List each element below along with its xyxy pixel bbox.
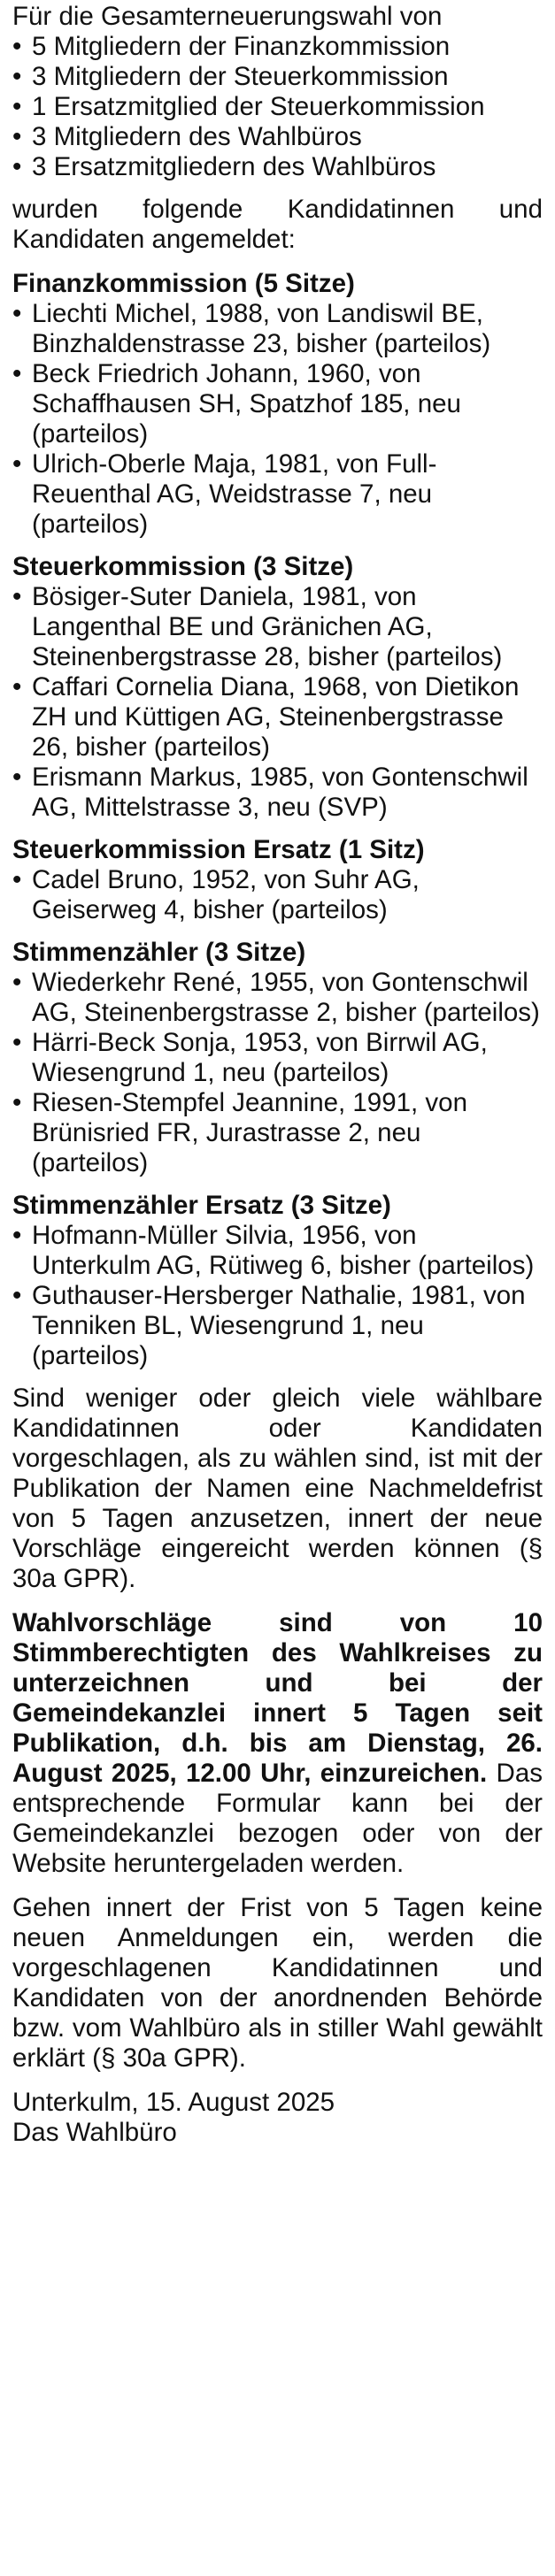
section-steuerkommission-ersatz [12, 835, 543, 925]
signature: Das Wahlbüro [12, 2118, 177, 2147]
candidate-item: • Beck Friedrich Johann, 1960, von Schaffhausen SH, Spatzhof 185, neu (parteilos) [12, 359, 543, 449]
position-item: • 3 Ersatzmitgliedern des Wahlbüros [12, 152, 543, 182]
section-title: Steuerkommission Ersatz (1 Sitz) [12, 835, 425, 864]
announced-text: wurden folgende Kandidatinnen und Kandidaten angemeldet: [12, 195, 543, 254]
section-steuerkommission [12, 552, 543, 823]
place-date: Unterkulm, 15. August 2025 [12, 2088, 335, 2117]
section-stimmenzaehler-ersatz [12, 1191, 543, 1371]
section-title: Stimmenzähler (3 Sitze) [12, 938, 306, 967]
candidate-item: • Riesen-Stempfel Jeannine, 1991, von Brünisried FR, Jurastrasse 2, neu (parteilos) [12, 1088, 543, 1178]
nachmeldefrist-paragraph: Sind weniger oder gleich viele wählbare Kandidatinnen oder Kandidaten vorgeschlagen, als zu wählen sind, ist mit der Publikation der Namen eine Nachmeldefrist von 5 Tagen anzusetzen, innert der neue Vorschläge eingereicht werden können (§ 30a GPR). [12, 1384, 543, 1593]
candidate-item: • Härri-Beck Sonja, 1953, von Birrwil AG, Wiesengrund 1, neu (parteilos) [12, 1028, 543, 1088]
candidate-item: • Liechti Michel, 1988, von Landiswil BE, Binzhaldenstrasse 23, bisher (parteilos) [12, 299, 543, 359]
position-item: • 5 Mitgliedern der Finanzkommission [12, 32, 543, 62]
candidate-item: • Ulrich-Oberle Maja, 1981, von Full-Reuenthal AG, Weidstrasse 7, neu (parteilos) [12, 449, 543, 540]
wahlvorschlaege-bold-text: Wahlvorschläge sind von 10 Stimmberechtigten des Wahlkreises zu unterzeichnen und bei der Gemeindekanzlei innert 5 Tagen seit Publikation, d.h. bis am Dienstag, 26. August 2025, 12.00 Uhr, einzureichen. [12, 1608, 543, 1788]
candidate-list [12, 865, 543, 925]
candidate-item: • Cadel Bruno, 1952, von Suhr AG, Geiserweg 4, bisher (parteilos) [12, 865, 543, 925]
wahlvorschlaege-rest-text: Das entsprechende Formular kann bei der Gemeindekanzlei bezogen oder von der Website heruntergeladen werden. [12, 1759, 543, 1878]
candidate-list [12, 968, 543, 1178]
candidate-item: • Bösiger-Suter Daniela, 1981, von Langenthal BE und Gränichen AG, Steinenbergstrasse 28, bisher (parteilos) [12, 582, 543, 672]
candidate-list [12, 299, 543, 540]
candidate-list [12, 582, 543, 823]
intro-text: Für die Gesamterneuerungswahl von [12, 2, 443, 31]
candidate-item: • Caffari Cornelia Diana, 1968, von Dietikon ZH und Küttigen AG, Steinenbergstrasse 26, bisher (parteilos) [12, 672, 543, 763]
position-item: • 3 Mitgliedern der Steuerkommission [12, 62, 543, 92]
candidate-list [12, 1221, 543, 1371]
candidate-item: • Hofmann-Müller Silvia, 1956, von Unterkulm AG, Rütiweg 6, bisher (parteilos) [12, 1221, 543, 1281]
candidate-item: • Guthauser-Hersberger Nathalie, 1981, von Tenniken BL, Wiesengrund 1, neu (parteilos) [12, 1281, 543, 1371]
position-item: • 3 Mitgliedern des Wahlbüros [12, 122, 543, 152]
wahlvorschlaege-paragraph [12, 1608, 543, 1879]
section-finanzkommission [12, 269, 543, 540]
positions-list [12, 32, 543, 182]
section-stimmenzaehler [12, 938, 543, 1178]
candidate-item: • Wiederkehr René, 1955, von Gontenschwil AG, Steinenbergstrasse 2, bisher (parteilos) [12, 968, 543, 1028]
stille-wahl-paragraph: Gehen innert der Frist von 5 Tagen keine neuen Anmeldungen ein, werden die vorgeschlagenen Kandidatinnen und Kandidaten von der anordnenden Behörde bzw. vom Wahlbüro als in stiller Wahl gewählt erklärt (§ 30a GPR). [12, 1893, 543, 2073]
section-title: Steuerkommission (3 Sitze) [12, 552, 354, 581]
position-item: • 1 Ersatzmitglied der Steuerkommission [12, 92, 543, 122]
section-title: Finanzkommission (5 Sitze) [12, 269, 355, 298]
candidate-item: • Erismann Markus, 1985, von Gontenschwil AG, Mittelstrasse 3, neu (SVP) [12, 763, 543, 823]
section-title: Stimmenzähler Ersatz (3 Sitze) [12, 1191, 391, 1220]
